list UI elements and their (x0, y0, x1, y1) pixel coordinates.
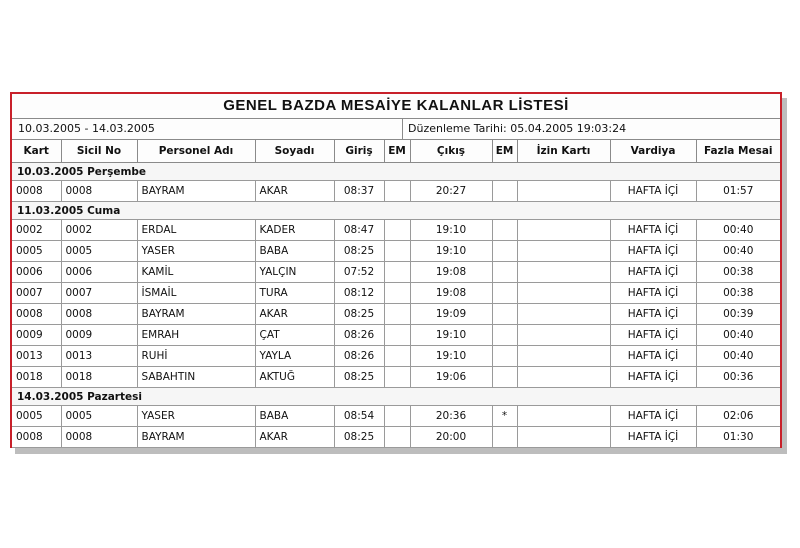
cell-soyadi: YALÇIN (255, 262, 334, 283)
col-em-giris: EM (384, 140, 410, 163)
cell-sicil-no: 0018 (61, 367, 137, 388)
cell-giris: 08:25 (334, 367, 384, 388)
table-row[interactable] (12, 427, 780, 448)
table-row[interactable] (12, 304, 780, 325)
cell-giris: 08:25 (334, 427, 384, 448)
cell-fazla-mesai: 00:40 (696, 325, 780, 346)
cell-em-giris (384, 367, 410, 388)
table-row[interactable] (12, 262, 780, 283)
cell-kart: 0008 (12, 181, 61, 202)
cell-personel-adi: İSMAİL (137, 283, 255, 304)
cell-personel-adi: SABAHTIN (137, 367, 255, 388)
cell-vardiya: HAFTA İÇİ (610, 220, 696, 241)
cell-vardiya: HAFTA İÇİ (610, 304, 696, 325)
cell-giris: 08:26 (334, 325, 384, 346)
cell-vardiya: HAFTA İÇİ (610, 406, 696, 427)
cell-personel-adi: BAYRAM (137, 304, 255, 325)
table-row[interactable] (12, 220, 780, 241)
cell-soyadi: AKAR (255, 427, 334, 448)
cell-personel-adi: BAYRAM (137, 181, 255, 202)
cell-cikis: 19:09 (410, 304, 492, 325)
cell-fazla-mesai: 00:39 (696, 304, 780, 325)
cell-kart: 0007 (12, 283, 61, 304)
cell-vardiya: HAFTA İÇİ (610, 346, 696, 367)
cell-giris: 08:25 (334, 241, 384, 262)
cell-em-cikis (492, 427, 517, 448)
cell-fazla-mesai: 01:30 (696, 427, 780, 448)
date-group-label: 14.03.2005 Pazartesi (12, 388, 780, 406)
cell-em-cikis (492, 181, 517, 202)
cell-sicil-no: 0008 (61, 427, 137, 448)
cell-fazla-mesai: 00:38 (696, 262, 780, 283)
cell-cikis: 19:10 (410, 241, 492, 262)
col-kart: Kart (12, 140, 61, 163)
cell-vardiya: HAFTA İÇİ (610, 283, 696, 304)
cell-kart: 0013 (12, 346, 61, 367)
cell-em-giris (384, 346, 410, 367)
overtime-report (10, 92, 782, 448)
date-group-label: 11.03.2005 Cuma (12, 202, 780, 220)
cell-izin-karti (517, 262, 610, 283)
cell-sicil-no: 0006 (61, 262, 137, 283)
cell-em-giris (384, 181, 410, 202)
col-personel-adi: Personel Adı (137, 140, 255, 163)
cell-cikis: 19:10 (410, 325, 492, 346)
cell-fazla-mesai: 01:57 (696, 181, 780, 202)
cell-personel-adi: YASER (137, 406, 255, 427)
cell-izin-karti (517, 220, 610, 241)
cell-kart: 0006 (12, 262, 61, 283)
cell-em-giris (384, 406, 410, 427)
cell-soyadi: AKAR (255, 181, 334, 202)
cell-em-cikis (492, 325, 517, 346)
cell-em-cikis (492, 367, 517, 388)
cell-cikis: 19:08 (410, 283, 492, 304)
cell-personel-adi: BAYRAM (137, 427, 255, 448)
cell-soyadi: BABA (255, 406, 334, 427)
table-row[interactable] (12, 346, 780, 367)
col-soyadi: Soyadı (255, 140, 334, 163)
edit-date-area (403, 119, 780, 139)
cell-giris: 08:25 (334, 304, 384, 325)
cell-kart: 0002 (12, 220, 61, 241)
cell-sicil-no: 0013 (61, 346, 137, 367)
cell-giris: 07:52 (334, 262, 384, 283)
cell-kart: 0005 (12, 406, 61, 427)
cell-izin-karti (517, 427, 610, 448)
cell-vardiya: HAFTA İÇİ (610, 262, 696, 283)
cell-em-giris (384, 304, 410, 325)
cell-sicil-no: 0008 (61, 304, 137, 325)
table-row[interactable] (12, 325, 780, 346)
table-row[interactable] (12, 283, 780, 304)
col-sicil-no: Sicil No (61, 140, 137, 163)
cell-vardiya: HAFTA İÇİ (610, 241, 696, 262)
cell-personel-adi: RUHİ (137, 346, 255, 367)
cell-giris: 08:54 (334, 406, 384, 427)
cell-soyadi: AKAR (255, 304, 334, 325)
cell-izin-karti (517, 367, 610, 388)
cell-izin-karti (517, 406, 610, 427)
table-row[interactable] (12, 241, 780, 262)
cell-kart: 0018 (12, 367, 61, 388)
cell-cikis: 19:08 (410, 262, 492, 283)
col-em-cikis: EM (492, 140, 517, 163)
cell-izin-karti (517, 325, 610, 346)
cell-personel-adi: ERDAL (137, 220, 255, 241)
cell-soyadi: KADER (255, 220, 334, 241)
cell-fazla-mesai: 00:40 (696, 346, 780, 367)
header-row (12, 140, 780, 163)
cell-kart: 0005 (12, 241, 61, 262)
edit-date-label: Düzenleme Tarihi: (408, 122, 507, 135)
date-group-label: 10.03.2005 Perşembe (12, 163, 780, 181)
table-body (12, 163, 780, 448)
cell-kart: 0008 (12, 304, 61, 325)
cell-em-cikis (492, 346, 517, 367)
date-group-row (12, 163, 780, 181)
cell-em-giris (384, 262, 410, 283)
cell-fazla-mesai: 00:40 (696, 220, 780, 241)
cell-vardiya: HAFTA İÇİ (610, 325, 696, 346)
cell-soyadi: ÇAT (255, 325, 334, 346)
cell-em-giris (384, 283, 410, 304)
cell-kart: 0009 (12, 325, 61, 346)
cell-em-cikis (492, 262, 517, 283)
cell-cikis: 19:06 (410, 367, 492, 388)
col-giris: Giriş (334, 140, 384, 163)
cell-sicil-no: 0008 (61, 181, 137, 202)
col-vardiya: Vardiya (610, 140, 696, 163)
col-fazla-mesai: Fazla Mesai (696, 140, 780, 163)
cell-cikis: 19:10 (410, 346, 492, 367)
cell-sicil-no: 0002 (61, 220, 137, 241)
cell-em-giris (384, 220, 410, 241)
cell-izin-karti (517, 181, 610, 202)
cell-izin-karti (517, 241, 610, 262)
cell-personel-adi: KAMİL (137, 262, 255, 283)
cell-sicil-no: 0005 (61, 241, 137, 262)
cell-fazla-mesai: 02:06 (696, 406, 780, 427)
date-group-row (12, 388, 780, 406)
report-title: GENEL BAZDA MESAİYE KALANLAR LİSTESİ (12, 94, 780, 119)
date-group-row (12, 202, 780, 220)
table-row[interactable] (12, 367, 780, 388)
cell-sicil-no: 0007 (61, 283, 137, 304)
table-row[interactable] (12, 181, 780, 202)
cell-cikis: 20:36 (410, 406, 492, 427)
edit-date-value: 05.04.2005 19:03:24 (510, 122, 627, 135)
cell-em-cikis (492, 220, 517, 241)
cell-em-giris (384, 325, 410, 346)
cell-cikis: 20:27 (410, 181, 492, 202)
cell-izin-karti (517, 304, 610, 325)
cell-em-cikis: * (492, 406, 517, 427)
cell-soyadi: AKTUĞ (255, 367, 334, 388)
cell-personel-adi: YASER (137, 241, 255, 262)
table-row[interactable] (12, 406, 780, 427)
cell-giris: 08:12 (334, 283, 384, 304)
cell-fazla-mesai: 00:40 (696, 241, 780, 262)
report-info-bar (12, 119, 780, 140)
date-range: 10.03.2005 - 14.03.2005 (12, 119, 403, 139)
cell-vardiya: HAFTA İÇİ (610, 427, 696, 448)
cell-em-giris (384, 427, 410, 448)
cell-giris: 08:37 (334, 181, 384, 202)
cell-vardiya: HAFTA İÇİ (610, 367, 696, 388)
cell-sicil-no: 0009 (61, 325, 137, 346)
cell-soyadi: TURA (255, 283, 334, 304)
cell-personel-adi: EMRAH (137, 325, 255, 346)
cell-em-cikis (492, 304, 517, 325)
cell-soyadi: YAYLA (255, 346, 334, 367)
cell-giris: 08:26 (334, 346, 384, 367)
cell-cikis: 19:10 (410, 220, 492, 241)
cell-sicil-no: 0005 (61, 406, 137, 427)
cell-em-giris (384, 241, 410, 262)
cell-kart: 0008 (12, 427, 61, 448)
cell-izin-karti (517, 283, 610, 304)
cell-vardiya: HAFTA İÇİ (610, 181, 696, 202)
cell-em-cikis (492, 241, 517, 262)
cell-fazla-mesai: 00:38 (696, 283, 780, 304)
cell-cikis: 20:00 (410, 427, 492, 448)
col-cikis: Çıkış (410, 140, 492, 163)
cell-izin-karti (517, 346, 610, 367)
col-izin-karti: İzin Kartı (517, 140, 610, 163)
cell-soyadi: BABA (255, 241, 334, 262)
cell-em-cikis (492, 283, 517, 304)
overtime-table (12, 140, 780, 448)
cell-giris: 08:47 (334, 220, 384, 241)
cell-fazla-mesai: 00:36 (696, 367, 780, 388)
